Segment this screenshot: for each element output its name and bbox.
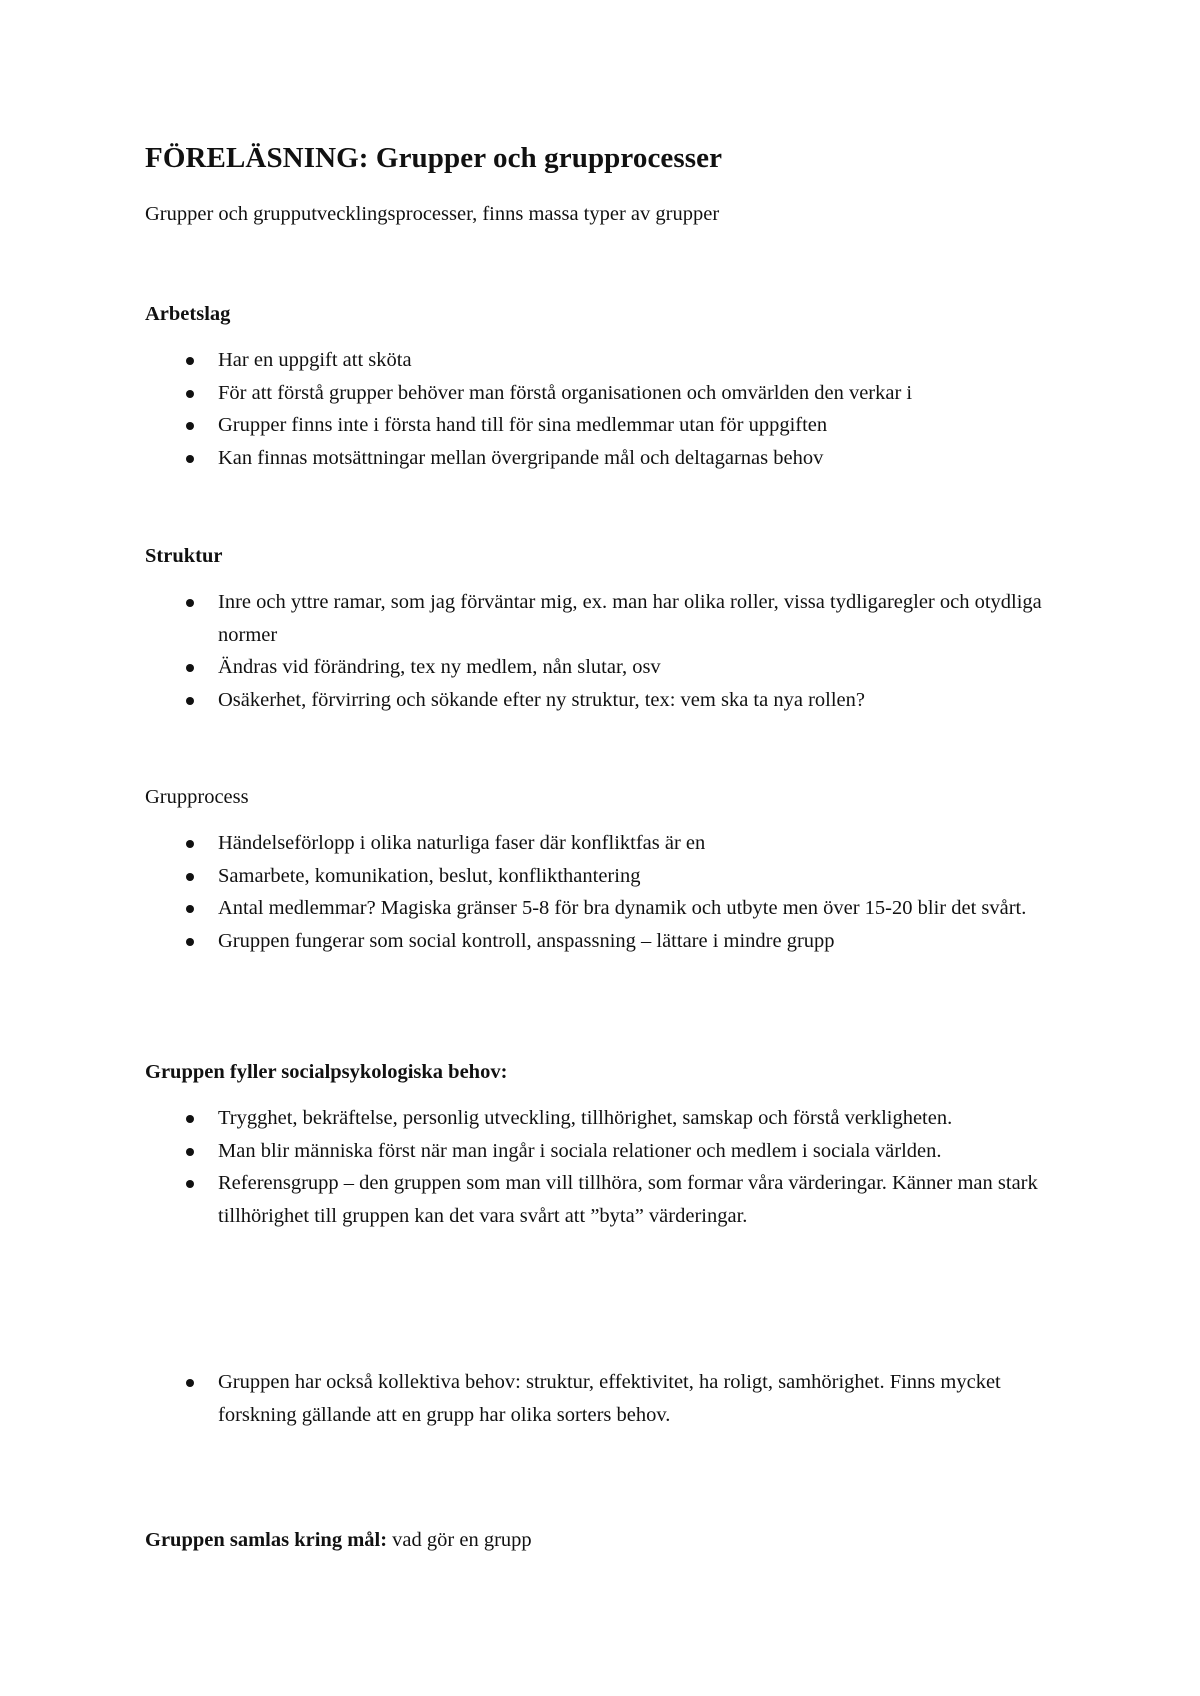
list-item: Antal medlemmar? Magiska gränser 5-8 för bra dynamik och utbyte men över 15-20 blir det svårt. xyxy=(145,892,1075,925)
list-item: Har en uppgift att sköta xyxy=(145,344,1075,377)
section-struktur xyxy=(145,540,1075,716)
bullet-icon xyxy=(186,938,194,946)
list-item: För att förstå grupper behöver man förstå organisationen och omvärlden den verkar i xyxy=(145,377,1075,410)
list-item: Gruppen fungerar som social kontroll, anspassning – lättare i mindre grupp xyxy=(145,925,1075,958)
document-title: FÖRELÄSNING: Grupper och grupprocesser xyxy=(145,142,723,174)
bullet-icon xyxy=(186,697,194,705)
bullet-icon xyxy=(186,390,194,398)
heading-bold-part: Gruppen samlas kring mål: xyxy=(145,1529,388,1551)
list-item: Händelseförlopp i olika naturliga faser där konfliktfas är en xyxy=(145,827,1075,860)
bullet-list xyxy=(145,1366,1075,1431)
list-item: Man blir människa först när man ingår i sociala relationer och medlem i sociala världen. xyxy=(145,1135,1075,1168)
list-item: Inre och yttre ramar, som jag förväntar mig, ex. man har olika roller, vissa tydligaregler och otydliga normer xyxy=(145,586,1075,651)
bullet-icon xyxy=(186,422,194,430)
section-heading xyxy=(145,1524,1075,1556)
bullet-icon xyxy=(186,357,194,365)
list-item: Samarbete, komunikation, beslut, konflikthantering xyxy=(145,860,1075,893)
bullet-icon xyxy=(186,1115,194,1123)
section-heading: Struktur xyxy=(145,545,223,567)
list-item: Referensgrupp – den gruppen som man vill tillhöra, som formar våra värderingar. Känner man stark tillhörighet till gruppen kan det vara svårt att ”byta” värderingar. xyxy=(145,1167,1075,1232)
bullet-icon xyxy=(186,840,194,848)
bullet-icon xyxy=(186,664,194,672)
bullet-icon xyxy=(186,873,194,881)
list-item: Gruppen har också kollektiva behov: struktur, effektivitet, ha roligt, samhörighet. Finns mycket forskning gällande att en grupp har olika sorters behov. xyxy=(145,1366,1075,1431)
section-socialpsykologiska-behov xyxy=(145,1056,1075,1232)
list-item: Trygghet, bekräftelse, personlig utveckling, tillhörighet, samskap och förstå verkligheten. xyxy=(145,1102,1075,1135)
bullet-icon xyxy=(186,1148,194,1156)
bullet-list xyxy=(145,344,1075,474)
section-arbetslag xyxy=(145,298,1075,474)
section-mal xyxy=(145,1524,1075,1556)
document-subtitle: Grupper och grupputvecklingsprocesser, finns massa typer av grupper xyxy=(145,203,720,225)
bullet-icon xyxy=(186,1180,194,1188)
bullet-list xyxy=(145,827,1075,957)
section-heading: Arbetslag xyxy=(145,303,231,325)
heading-tail: vad gör en grupp xyxy=(387,1529,532,1551)
list-item: Kan finnas motsättningar mellan övergripande mål och deltagarnas behov xyxy=(145,442,1075,475)
bullet-icon xyxy=(186,1379,194,1387)
bullet-list xyxy=(145,586,1075,716)
section-kollektiva-behov xyxy=(145,1366,1075,1431)
list-item: Grupper finns inte i första hand till för sina medlemmar utan för uppgiften xyxy=(145,409,1075,442)
section-heading: Gruppen fyller socialpsykologiska behov: xyxy=(145,1061,508,1083)
section-grupprocess xyxy=(145,781,1075,957)
bullet-icon xyxy=(186,905,194,913)
list-item: Ändras vid förändring, tex ny medlem, nån slutar, osv xyxy=(145,651,1075,684)
bullet-list xyxy=(145,1102,1075,1232)
list-item: Osäkerhet, förvirring och sökande efter ny struktur, tex: vem ska ta nya rollen? xyxy=(145,684,1075,717)
bullet-icon xyxy=(186,599,194,607)
bullet-icon xyxy=(186,455,194,463)
section-heading: Grupprocess xyxy=(145,786,249,808)
